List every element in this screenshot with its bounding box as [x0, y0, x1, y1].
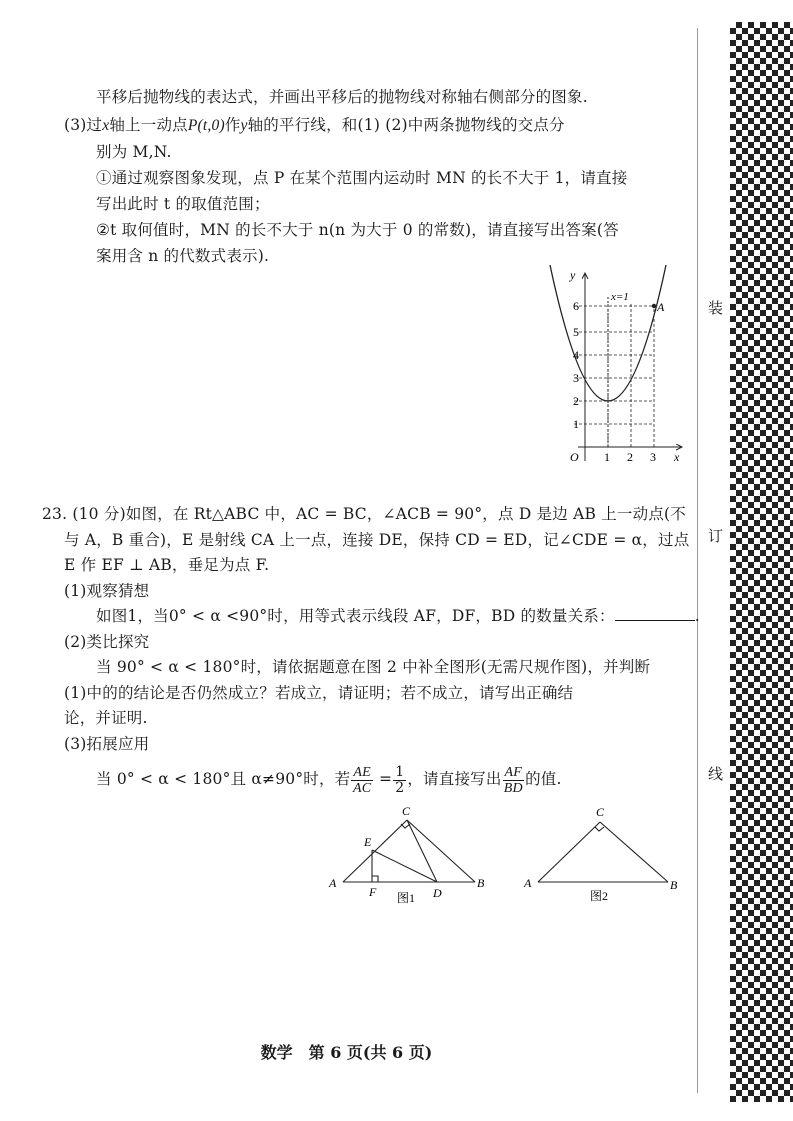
fig2-caption: 图2 — [590, 889, 609, 903]
y-tick-5: 5 — [573, 325, 579, 339]
q22-line1: 平移后抛物线的表达式，并画出平移后的抛物线对称轴右侧部分的图象. — [96, 88, 588, 106]
q23-part3-title: (3)拓展应用 — [64, 735, 150, 753]
origin-label: O — [570, 450, 579, 464]
x-axis-label: x — [674, 450, 680, 464]
x-tick-1: 1 — [604, 450, 610, 464]
q23-line1: 23. (10 分)如图，在 Rt△ABC 中，AC = BC，∠ACB = 90°，点 D 是边 AB 上一动点(不 — [42, 505, 686, 523]
x-tick-3: 3 — [650, 450, 656, 464]
fraction-one-half: $\frac{1}{2}$ — [395, 763, 405, 796]
fig1-label-c: C — [402, 804, 411, 818]
q23-part3-text: 当 0° < α < 180°且 α≠90°时，若 $\frac{AE}{AC}$ = $\frac{1}{2}$ ，请直接写出 $\frac{AF}{BD}$ 的值. — [96, 763, 562, 796]
q22-line7: 案用含 n 的代数式表示). — [96, 247, 270, 265]
y-tick-6: 6 — [573, 299, 579, 313]
binding-label-bottom: 线 — [706, 766, 724, 781]
answer-blank[interactable] — [615, 606, 695, 621]
q22-part3-line: (3)过x轴上一动点P(t,0)作y轴的平行线，和(1) (2)中两条抛物线的交点分 — [64, 116, 565, 134]
fig1-label-d: D — [433, 886, 442, 900]
page-footer: 数学 第 6 页(共 6 页) — [260, 1043, 433, 1062]
q22-line5: 写出此时 t 的取值范围； — [96, 195, 270, 213]
fraction-ae-ac: $\frac{AE}{AC}$ — [353, 764, 372, 796]
q23-line3: E 作 EF ⊥ AB，垂足为点 F. — [64, 556, 270, 574]
fig1-caption: 图1 — [397, 891, 416, 905]
fig1-label-b: B — [477, 876, 485, 890]
fig2-label-b: B — [670, 878, 678, 892]
figure-2 — [520, 800, 690, 910]
binding-label-top: 装 — [706, 300, 724, 315]
q23-part1-text: 如图1，当0° < α <90°时，用等式表示线段 AF，DF，BD 的数量关系： . — [96, 607, 700, 625]
q23-part2-line3: 论，并证明. — [64, 709, 148, 727]
point-a-label: A — [657, 300, 665, 314]
fig2-label-c: C — [596, 805, 605, 819]
q22-line4: ①通过观察图象发现，点 P 在某个范围内运动时 MN 的长不大于 1，请直接 — [96, 169, 628, 187]
parabola-graph — [540, 265, 690, 465]
fraction-af-bd: $\frac{AF}{BD}$ — [503, 764, 523, 796]
q23-line2: 与 A，B 重合)，E 是射线 CA 上一点，连接 DE，保持 CD = ED，记∠CDE = α，过点 — [64, 531, 690, 549]
q23-part1-title: (1)观察猜想 — [64, 582, 150, 600]
q23-part2-line2: (1)中的的结论是否仍然成立？若成立，请证明；若不成立，请写出正确结 — [64, 684, 574, 702]
x-tick-2: 2 — [627, 450, 633, 464]
fig1-label-a: A — [329, 876, 337, 890]
binding-margin — [697, 28, 730, 1093]
fig1-label-f: F — [369, 885, 377, 899]
symmetry-axis-label: x=1 — [611, 291, 629, 303]
q22-line6: ②t 取何值时，MN 的长不大于 n(n 为大于 0 的常数)，请直接写出答案(答 — [96, 221, 619, 239]
point-a — [652, 304, 656, 308]
fig2-label-a: A — [524, 876, 532, 890]
y-axis-label: y — [570, 268, 576, 282]
q23-part2-title: (2)类比探究 — [64, 633, 150, 651]
q23-part2-line1: 当 90° < α < 180°时，请依据题意在图 2 中补全图形(无需尺规作图)，并判断 — [96, 658, 651, 676]
figure-1 — [325, 800, 495, 910]
y-tick-2: 2 — [573, 394, 579, 408]
y-tick-1: 1 — [573, 417, 579, 431]
binding-pattern — [730, 22, 793, 1102]
y-tick-3: 3 — [573, 371, 579, 385]
q22-line3: 别为 M,N. — [96, 143, 172, 161]
y-tick-4: 4 — [573, 348, 579, 362]
fig1-label-e: E — [364, 835, 372, 849]
binding-label-middle: 订 — [706, 528, 724, 543]
